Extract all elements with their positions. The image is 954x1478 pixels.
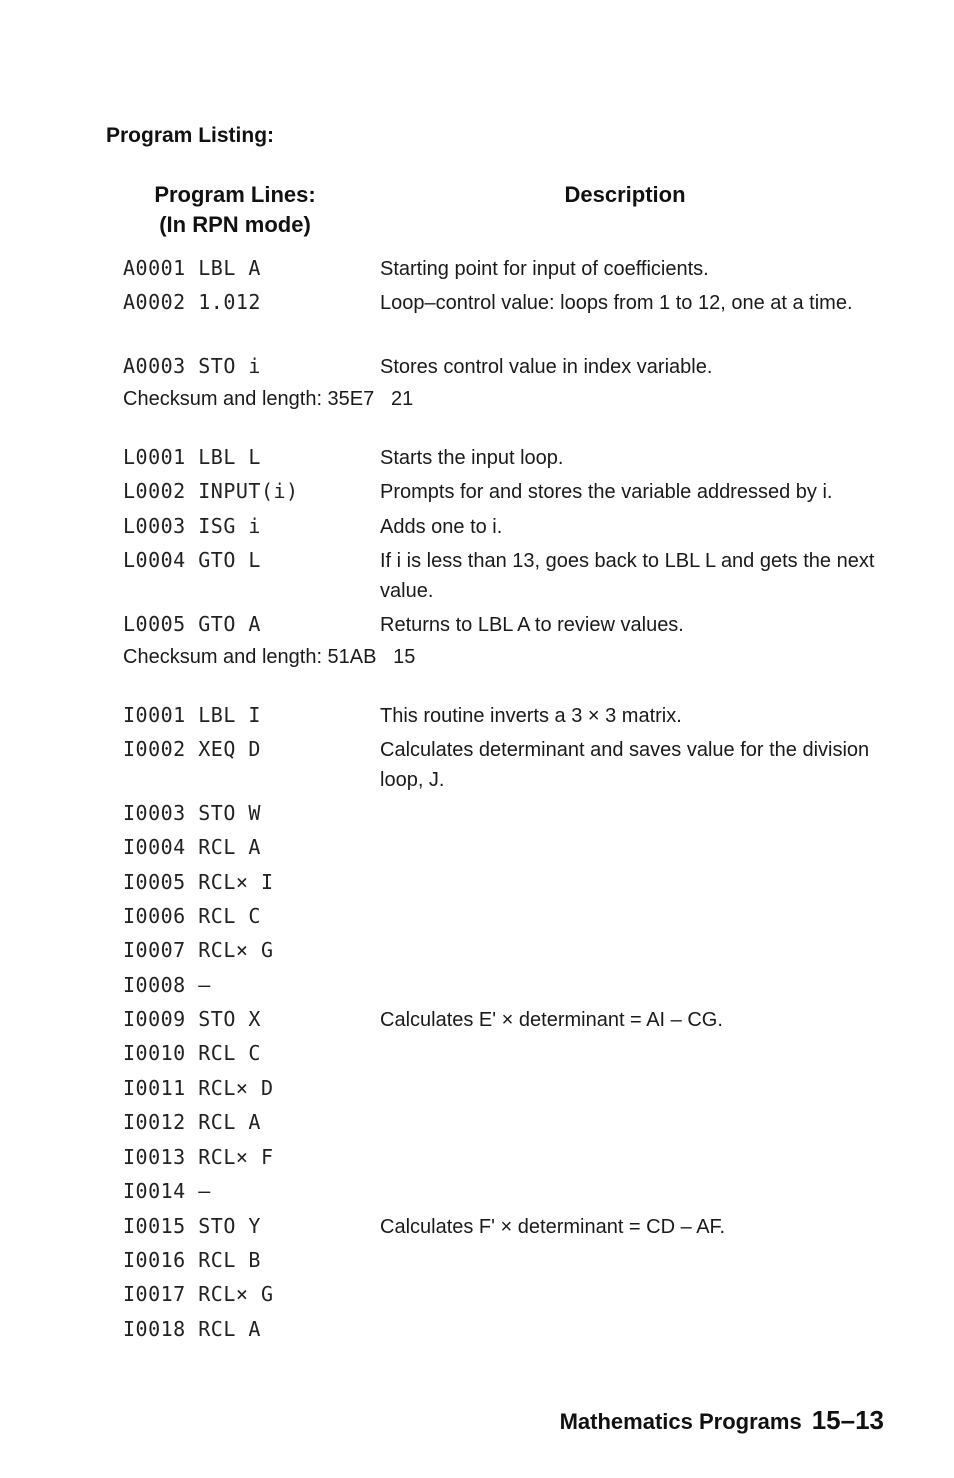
program-line-description: Adds one to i.	[380, 516, 503, 538]
program-line-code: L0003 ISG i	[123, 514, 261, 538]
program-line-code: I0005 RCL× I	[123, 870, 274, 894]
program-line-code: A0003 STO i	[123, 354, 261, 378]
program-line-code: L0005 GTO A	[123, 612, 261, 636]
program-line-description: Loop–control value: loops from 1 to 12, one at a time.	[380, 292, 853, 314]
program-line-code: I0017 RCL× G	[123, 1282, 274, 1306]
program-listing-heading: Program Listing:	[106, 124, 275, 147]
program-line-code: I0015 STO Y	[123, 1214, 261, 1238]
program-line-description: Calculates E' × determinant = AI – CG.	[380, 1009, 723, 1031]
program-line-code: I0018 RCL A	[123, 1317, 261, 1341]
program-lines-column-header	[140, 180, 330, 240]
program-line-code: I0008 –	[123, 973, 211, 997]
program-line-description: If i is less than 13, goes back to LBL L and gets the next value.	[380, 550, 875, 602]
program-line-code: I0010 RCL C	[123, 1041, 261, 1065]
description-column-header: Description	[564, 182, 686, 207]
program-line-code: A0002 1.012	[123, 290, 261, 314]
program-line-code: L0002 INPUT(i)	[123, 479, 299, 503]
program-line-code: I0003 STO W	[123, 801, 261, 825]
program-line-code: I0004 RCL A	[123, 835, 261, 859]
program-lines-label: Program Lines:	[154, 182, 316, 207]
program-line-description: Calculates determinant and saves value for the division loop, J.	[380, 739, 870, 791]
program-line-code: I0016 RCL B	[123, 1248, 261, 1272]
checksum-l: Checksum and length: 51AB 15	[123, 646, 416, 668]
program-line-code: I0012 RCL A	[123, 1110, 261, 1134]
page-footer	[560, 1405, 884, 1436]
program-line-code: L0001 LBL L	[123, 445, 261, 469]
program-line-description: Calculates F' × determinant = CD – AF.	[380, 1216, 726, 1238]
program-line-code: I0001 LBL I	[123, 703, 261, 727]
program-line-description: Starting point for input of coefficients.	[380, 258, 709, 280]
program-line-description: Starts the input loop.	[380, 447, 564, 469]
footer-section-title: Mathematics Programs	[559, 1409, 802, 1434]
page-number: 15–13	[811, 1405, 884, 1435]
program-line-code: I0006 RCL C	[123, 904, 261, 928]
program-line-description: Prompts for and stores the variable addressed by i.	[380, 481, 833, 503]
program-line-code: I0007 RCL× G	[123, 938, 274, 962]
program-line-description: Returns to LBL A to review values.	[380, 614, 684, 636]
program-line-code: A0001 LBL A	[123, 256, 261, 280]
program-line-code: I0009 STO X	[123, 1007, 261, 1031]
rpn-mode-label: (In RPN mode)	[159, 212, 311, 237]
program-line-code: L0004 GTO L	[123, 548, 261, 572]
program-line-code: I0011 RCL× D	[123, 1076, 274, 1100]
program-line-code: I0014 –	[123, 1179, 211, 1203]
checksum-a: Checksum and length: 35E7 21	[123, 388, 414, 410]
program-line-code: I0002 XEQ D	[123, 737, 261, 761]
program-line-code: I0013 RCL× F	[123, 1145, 274, 1169]
program-line-description: Stores control value in index variable.	[380, 356, 713, 378]
program-line-description: This routine inverts a 3 × 3 matrix.	[380, 705, 682, 727]
